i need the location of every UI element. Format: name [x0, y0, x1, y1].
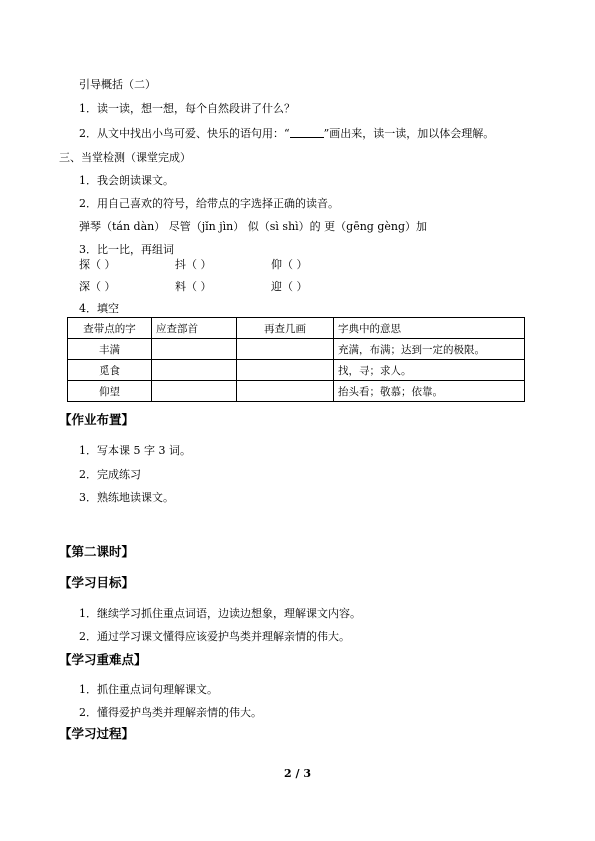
compare-cell: 迎（ ） — [271, 280, 308, 293]
table-row — [68, 339, 525, 360]
compare-cell: 深（ ） — [79, 280, 116, 293]
compare-cell: 料（ ） — [175, 280, 212, 293]
table-cell: 仰望 — [68, 381, 152, 402]
guide-question-2-pre: 2．从文中找出小鸟可爱、快乐的语句用：“ — [79, 127, 290, 140]
table-cell — [152, 360, 237, 381]
table-cell — [152, 339, 237, 360]
goal-item: 1．继续学习抓住重点词语，边读边想象，理解课文内容。 — [79, 607, 361, 620]
table-header: 查带点的字 — [68, 318, 152, 339]
key-point-item: 1．抓住重点词句理解课文。 — [79, 683, 218, 696]
table-cell: 觅食 — [68, 360, 152, 381]
check-item-4: 4．填空 — [79, 302, 119, 315]
homework-item: 2．完成练习 — [79, 468, 141, 481]
table-cell — [237, 360, 334, 381]
guide-question-2-post: ”画出来，读一读，加以体会理解。 — [323, 127, 495, 140]
key-points-title: 【学习重难点】 — [59, 652, 147, 667]
table-row — [68, 360, 525, 381]
underline-blank — [290, 127, 324, 138]
check-item-2: 2．用自己喜欢的符号，给带点的字选择正确的读音。 — [79, 197, 339, 210]
table-cell — [237, 381, 334, 402]
check-item-1: 1．我会朗读课文。 — [79, 174, 174, 187]
process-title: 【学习过程】 — [59, 726, 135, 741]
guide-question-2 — [79, 127, 494, 141]
compare-row-1 — [79, 258, 308, 272]
table-header: 应查部首 — [152, 318, 237, 339]
table-cell: 丰满 — [68, 339, 152, 360]
goal-item: 2．通过学习课文懂得应该爱护鸟类并理解亲情的伟大。 — [79, 630, 350, 643]
section-3-heading: 三、当堂检测（课堂完成） — [59, 151, 191, 164]
key-point-item: 2．懂得爱护鸟类并理解亲情的伟大。 — [79, 706, 262, 719]
check-item-3: 3．比一比，再组词 — [79, 243, 174, 256]
learning-goals-title: 【学习目标】 — [59, 575, 135, 590]
fill-in-table — [67, 317, 525, 402]
table-row — [68, 381, 525, 402]
table-header-row — [68, 318, 525, 339]
table-cell — [152, 381, 237, 402]
pinyin-line: 弹琴（tán dàn） 尽管（jǐn jìn） 似（sì shì）的 更（gēng gèng）加 — [79, 220, 428, 233]
compare-row-2 — [79, 280, 308, 294]
second-lesson-title: 【第二课时】 — [59, 544, 135, 559]
compare-cell: 探（ ） — [79, 258, 116, 271]
homework-item: 3．熟练地读课文。 — [79, 491, 174, 504]
homework-item: 1．写本课 5 字 3 词。 — [79, 444, 191, 457]
table-cell: 抬头看；敬慕；依靠。 — [334, 381, 525, 402]
table-cell — [237, 339, 334, 360]
homework-title: 【作业布置】 — [59, 412, 135, 427]
guide-heading: 引导概括（二） — [79, 78, 156, 91]
table-header: 再查几画 — [237, 318, 334, 339]
table-header: 字典中的意思 — [334, 318, 525, 339]
table-cell: 充满，布满；达到一定的极限。 — [334, 339, 525, 360]
guide-question-1: 1．读一读，想一想，每个自然段讲了什么？ — [79, 102, 295, 115]
table-cell: 找，寻；求人。 — [334, 360, 525, 381]
page-number: 2 / 3 — [284, 767, 311, 780]
compare-cell: 抖（ ） — [175, 258, 212, 271]
compare-cell: 仰（ ） — [271, 258, 308, 271]
